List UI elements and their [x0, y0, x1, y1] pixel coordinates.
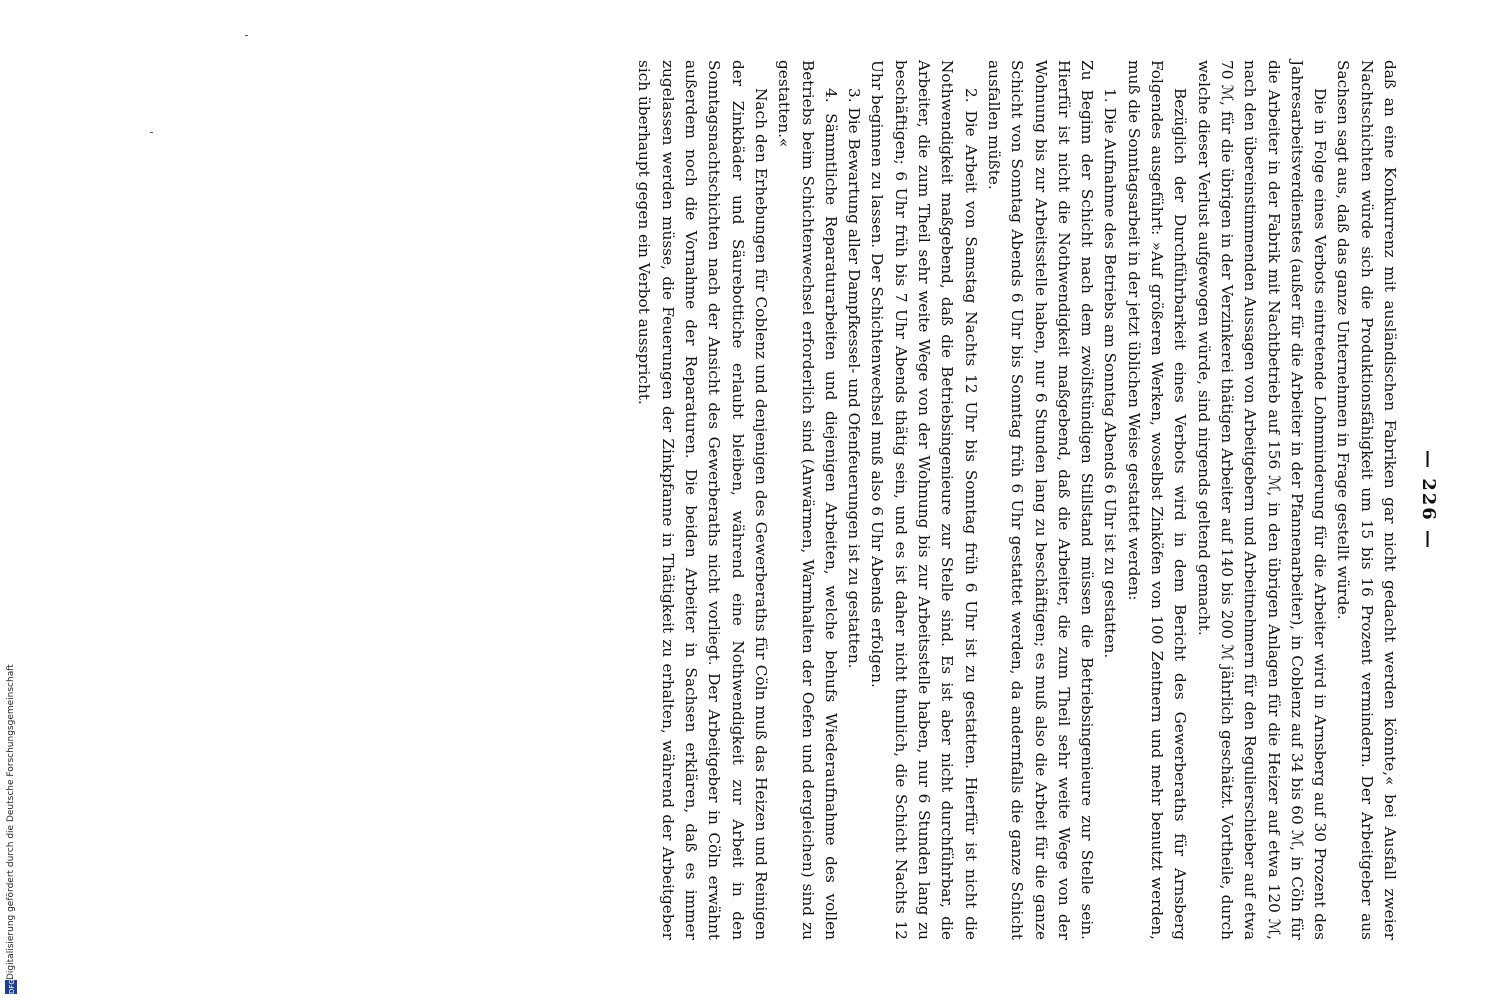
- paragraph: 1. Die Aufnahme des Betriebs am Sonntag Abends 6 Uhr ist zu gestatten.: [1100, 88, 1119, 659]
- paragraph: 2. Die Arbeit von Samstag Nachts 12 Uhr bis Sonntag früh 6 Uhr ist zu gestatten. Hierfür ist nicht die Nothwendigkeit maßgebend, daß die Betriebsingenieure zur Stelle sind. Es ist aber nicht durchführbar, die Arbeiter, die zum Theil sehr weite Wege von der Wohnung bis zur Arbeitsstelle haben, nur 6 Stunden lang zu beschäftigen; 6 Uhr früh bis 7 Uhr Abends thätig sein, und es ist daher nicht thunlich, die Schicht Nachts 12 Uhr beginnen zu lassen. Der Schichtenwechsel muß also 6 Uhr Abends erfolgen.: [867, 60, 980, 940]
- body-text: [632, 60, 1401, 940]
- paragraph: 4. Sämmtliche Reparaturarbeiten und diejenigen Arbeiten, welche behufs Wiederaufnahme des vollen Betriebs beim Schichtenwechsel erforderlich sind (Anwärmen, Warmhalten der Oefen und dergleichen) sind zu gestatten.«: [774, 60, 840, 940]
- paragraph: Bezüglich der Durchführbarkeit eines Verbots wird in dem Bericht des Gewerberaths für Arnsberg Folgendes ausgeführt: »Auf größeren Werken, woselbst Zinköfen von 100 Zentnern und mehr benutzt werden, muß die Sonntagsarbeit in der jetzt üblichen Weise gestattet werden:: [1124, 60, 1189, 940]
- paragraph: Nach den Erhebungen für Coblenz und denjenigen des Gewerberaths für Cöln muß das Heizen und Reinigen der Zinkbäder und Säurebottiche erlaubt bleiben, während eine Nothwendigkeit zur Arbeit in den Sonntagsnachtschichten nach der Ansicht des Gewerberaths nicht vorliegt. Der Arbeitgeber in Cöln erwähnt außerdem noch die Vornahme der Reparaturen. Die beiden Arbeiter in Sachsen erklären, daß es immer zugelassen werden müsse, die Feuerungen der Zinkpfanne in Thätigkeit zu erhalten, während der Arbeitgeber sich überhaupt gegen ein Verbot ausspricht.: [635, 60, 770, 940]
- paragraph: Zu Beginn der Schicht nach dem zwölfstündigen Stillstand müssen die Betriebsingenieure zur Stelle sein. Hierfür ist nicht die Nothwendigkeit maßgebend, daß die Arbeiter, die zum Theil sehr weite Wege von der Wohnung bis zur Arbeitsstelle haben, nur 6 Stunden lang zu beschäftigen; es muß also die Arbeit für die ganze Schicht von Sonntag Abends 6 Uhr bis Sonntag früh 6 Uhr gestattet werden, da andernfalls die ganze Schicht ausfallen müßte.: [984, 60, 1096, 940]
- digitization-credit: [0, 600, 22, 1000]
- paragraph: daß an eine Konkurrenz mit ausländischen Fabriken gar nicht gedacht werden könnte,« bei Ausfall zweier Nachtschichten würde sich die Produktionsfähigkeit um 15 bis 16 Prozent vermindern. Der Arbeitgeber aus Sachsen sagt aus, daß das ganze Unternehmen in Frage gestellt würde.: [1333, 60, 1399, 940]
- page-number: — 226 —: [1417, 449, 1439, 551]
- rotated-page: [101, 60, 1439, 940]
- scan-speck: [245, 35, 248, 36]
- paragraph: 3. Die Bewartung aller Dampfkessel- und Ofenfeuerungen ist zu gestatten.: [844, 88, 863, 669]
- paragraph: Die in Folge eines Verbots eintretende Lohnminderung für die Arbeiter wird in Arnsberg auf 30 Prozent des Jahresarbeitsverdienstes (außer für die Arbeiter in der Pfannenarbeiter), in Coblenz auf 34 bis 60 ℳ, in Cöln für die Arbeiter in der Fabrik mit Nachtbetrieb auf 156 ℳ, in den übrigen Anlagen für die Heizer auf etwa 120 ℳ, nach den übereinstimmenden Aussagen von Arbeitgebern und Arbeitnehmern für den Regulierschieber auf etwa 70 ℳ, für die übrigen in der Verzinkerei thätigen Arbeiter auf 140 bis 200 ℳ jährlich geschätzt. Vortheile, durch welche dieser Verlust aufgewogen würde, sind nirgends geltend gemacht.: [1194, 60, 1329, 940]
- dfg-logo: DFG: [5, 980, 17, 994]
- credit-text: Digitalisierung gefördert durch die Deutsche Forschungsgemeinschaft: [6, 664, 16, 980]
